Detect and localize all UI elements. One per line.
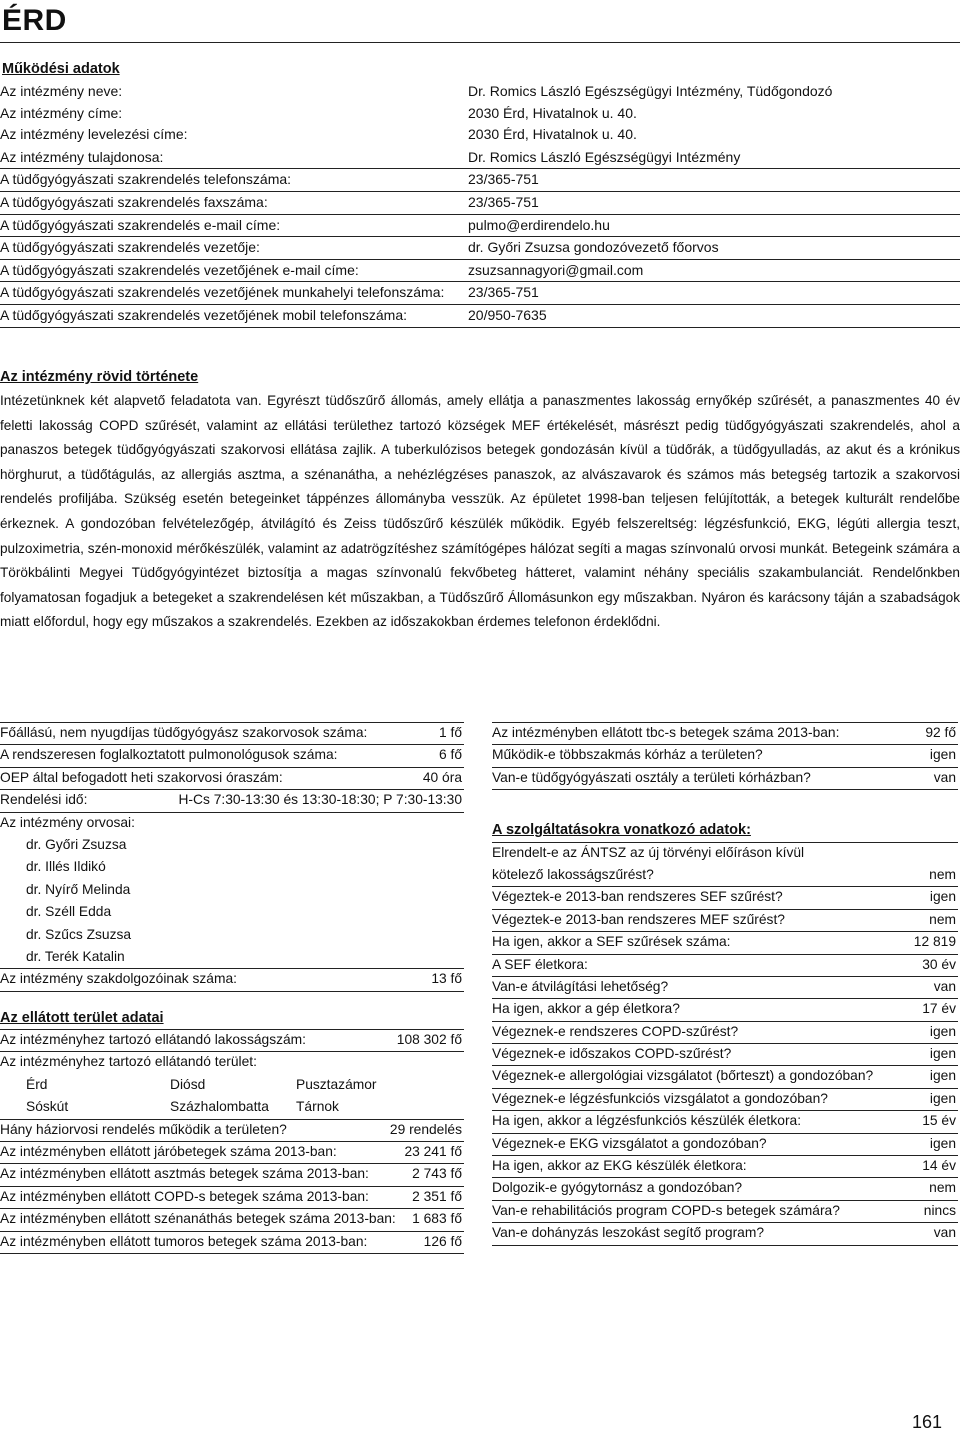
history-heading: Az intézmény rövid története xyxy=(0,369,199,385)
stat-row xyxy=(0,1187,464,1209)
history-section xyxy=(0,367,960,635)
ops-row xyxy=(0,305,960,328)
service-label: Van-e rehabilitációs program COPD-s betegek számára? xyxy=(492,1202,840,1218)
ops-value: Dr. Romics László Egészségügyi Intézmény, Tüdőgondozó xyxy=(468,83,833,99)
doctor-name: dr. Illés Ildikó xyxy=(26,859,106,875)
staff-row xyxy=(0,723,464,745)
service-row xyxy=(492,1134,958,1156)
stat-row xyxy=(0,1164,464,1186)
ops-value: 23/365-751 xyxy=(468,193,539,210)
service-row xyxy=(492,865,958,887)
service-label: Ha igen, akkor a SEF szűrések száma: xyxy=(492,934,731,950)
service-row xyxy=(492,887,958,909)
service-value: igen xyxy=(929,889,956,905)
service-label: A SEF életkora: xyxy=(492,956,588,972)
services-heading-row xyxy=(492,820,958,842)
ops-label: Az intézmény tulajdonosa: xyxy=(0,148,164,165)
doctors-row xyxy=(0,813,464,835)
stat-label: Az intézményben ellátott COPD-s betegek száma 2013-ban: xyxy=(0,1188,369,1204)
doctor-name: dr. Győri Zsuzsa xyxy=(26,836,127,852)
service-value: 17 év xyxy=(922,1001,956,1017)
service-label: Végeznek-e időszakos COPD-szűrést? xyxy=(492,1046,732,1062)
area-heading: Az ellátott terület adatai xyxy=(0,1009,164,1026)
service-value: van xyxy=(933,978,956,994)
service-label: kötelező lakosságszűrést? xyxy=(492,866,654,882)
workers-label: Az intézmény szakdolgozóinak száma: xyxy=(0,971,237,987)
ops-label: Az intézmény levelezési címe: xyxy=(0,126,188,143)
area-label: Az intézményhez tartozó ellátandó terület: xyxy=(0,1054,257,1070)
ops-label: A tüdőgyógyászati szakrendelés e-mail címe: xyxy=(0,216,281,233)
staff-value: 1 fő xyxy=(438,725,462,740)
service-row xyxy=(492,955,958,977)
town-name: Sóskút xyxy=(26,1099,69,1115)
ops-row xyxy=(0,147,960,170)
ops-value: 20/950-7635 xyxy=(468,306,547,323)
stat-row xyxy=(0,1142,464,1164)
towns-row xyxy=(0,1075,464,1097)
service-label: Van-e átvilágítási lehetőség? xyxy=(492,978,669,994)
ops-row xyxy=(0,192,960,215)
stat-label: Hány háziorvosi rendelés működik a területen? xyxy=(0,1121,287,1137)
stat-label: Az intézményben ellátott járóbetegek száma 2013-ban: xyxy=(0,1144,337,1160)
ops-row xyxy=(0,169,960,192)
service-value: igen xyxy=(929,1046,956,1062)
towns-row xyxy=(0,1097,464,1119)
service-value: nem xyxy=(929,1180,956,1196)
workers-row xyxy=(0,969,464,991)
service-row xyxy=(492,1111,958,1133)
left-column xyxy=(0,722,464,1254)
service-row xyxy=(492,1044,958,1066)
stat-value: 1 683 fő xyxy=(412,1211,462,1227)
stat-label: Az intézményben ellátott tumoros betegek száma 2013-ban: xyxy=(0,1233,368,1249)
doctor-name: dr. Széll Edda xyxy=(26,904,112,920)
service-row xyxy=(492,1089,958,1111)
population-row xyxy=(0,1030,464,1052)
service-row xyxy=(492,1178,958,1200)
page-number: 161 xyxy=(912,1412,943,1432)
workers-value: 13 fő xyxy=(431,971,462,987)
stat-row xyxy=(0,1209,464,1231)
doctor-item xyxy=(0,880,464,902)
population-label: Az intézményhez tartozó ellátandó lakosságszám: xyxy=(0,1032,306,1048)
ops-row xyxy=(0,124,960,147)
doctor-item xyxy=(0,835,464,857)
service-value: 15 év xyxy=(922,1113,956,1129)
info-value: van xyxy=(933,769,956,785)
ops-value: zsuzsannagyori@gmail.com xyxy=(468,261,644,278)
spacer xyxy=(492,790,958,820)
service-label: Ha igen, akkor az EKG készülék életkora: xyxy=(492,1158,747,1174)
spacer xyxy=(0,992,464,1008)
service-label: Ha igen, akkor a légzésfunkciós készülék életkora: xyxy=(492,1113,802,1129)
ops-value: 2030 Érd, Hivatalnok u. 40. xyxy=(468,104,637,121)
info-value: 92 fő xyxy=(925,725,956,740)
service-label: Ha igen, akkor a gép életkora? xyxy=(492,1001,680,1017)
area-label-row xyxy=(0,1052,464,1074)
area-heading-row xyxy=(0,1008,464,1030)
doctor-name: dr. Nyírő Melinda xyxy=(26,881,131,897)
ops-row xyxy=(0,237,960,260)
ops-value: dr. Győri Zsuzsa gondozóvezető főorvos xyxy=(468,239,719,256)
service-value: nincs xyxy=(923,1202,956,1218)
town-name: Diósd xyxy=(170,1076,206,1092)
service-value: 30 év xyxy=(922,956,956,972)
right-column xyxy=(492,722,958,1246)
staff-row xyxy=(0,745,464,767)
staff-value: H-Cs 7:30-13:30 és 13:30-18:30; P 7:30-13:30 xyxy=(178,792,462,808)
doctor-name: dr. Terék Katalin xyxy=(26,948,125,964)
ops-label: A tüdőgyógyászati szakrendelés faxszáma: xyxy=(0,193,268,210)
staff-value: 40 óra xyxy=(422,769,462,785)
service-value: igen xyxy=(929,1023,956,1039)
service-value: igen xyxy=(929,1135,956,1151)
service-label: Végeznek-e légzésfunkciós vizsgálatot a gondozóban? xyxy=(492,1090,828,1106)
doctor-item xyxy=(0,925,464,947)
stat-label: Az intézményben ellátott szénanáthás betegek száma 2013-ban: xyxy=(0,1211,396,1227)
history-text: Intézetünknek két alapvető feladatota van. Egyrészt tüdőszűrő állomás, amely ellátja a panaszmentes lakosság ernyőkép szűrését, a panaszmentes 40 év feletti lakosság COPD szűrését, valamint az ellátási területhez tartozó községek MEF értékelését, másrészt pedig tüdőgyógyászati szakrendelés, ahol a panaszos betegek tüdőgyógyászati szakorvosi ellátása zajlik. A tuberkulózisos betegek gondozásán kívül a tüdőrák, a tüdőgyulladás, az akut és a krónikus hörghurut, a tüdőtágulás, az allergiás asztma, a szénanátha, a nehézlégzéses panaszok, az alvászavarok és számos más betegség tartozik a szakorvosi rendelés profiljába. Szükség esetén betegeinket táppénzes állományba vesszük. Az épületet 1998-ban teljesen felújították, a betegek kulturált rendelőbe érkeznek. A gondozóban felvételezőgép, átvilágító és Zeiss tüdőszűrő készülék működik. Egyéb felszereltség: légzésfunkció, EKG, légúti allergia teszt, pulzoximetria, szén-monoxid mérőkészülék, valamint az adatrögzítéshez számítógépes hálózat segíti a magas színvonalú orvosi munkát. Betegeink számára a Törökbálinti Megyei Tüdőgyógyintézet biztosítja a magas színvonalú fekvőbeteg hátteret, valamint néhány speciális szakambulanciát. Rendelőnkben folyamatosan fogadjuk a betegeket a szakrendelésen két műszakban, a Tüdőszűrő Állomásunkon egy műszakban. Nyáron és karácsony táján a szabadságok miatt előfordul, hogy egy műszakos a szakrendelés. Ezekben az időszakokban érdemes telefonon érdeklődni. xyxy=(0,393,960,630)
service-first-line xyxy=(492,843,958,865)
service-value: nem xyxy=(929,866,956,882)
service-value: 14 év xyxy=(922,1158,956,1174)
ops-label: A tüdőgyógyászati szakrendelés vezetője: xyxy=(0,239,260,256)
stat-label: Az intézményben ellátott asztmás betegek száma 2013-ban: xyxy=(0,1166,369,1182)
doctor-name: dr. Szűcs Zsuzsa xyxy=(26,926,132,942)
staff-row xyxy=(0,790,464,812)
stat-value: 2 351 fő xyxy=(412,1188,462,1204)
page-title: ÉRD xyxy=(2,4,67,37)
info-label: Van-e tüdőgyógyászati osztály a területi kórházban? xyxy=(492,769,811,785)
population-value: 108 302 fő xyxy=(396,1032,462,1048)
service-label: Van-e dohányzás leszokást segítő program? xyxy=(492,1225,765,1241)
stat-row xyxy=(0,1120,464,1142)
ops-table xyxy=(0,81,960,328)
service-value: igen xyxy=(929,1068,956,1084)
stat-value: 126 fő xyxy=(423,1233,462,1249)
service-row xyxy=(492,999,958,1021)
doctors-label: Az intézmény orvosai: xyxy=(0,814,135,830)
service-row xyxy=(492,1201,958,1223)
ops-label: A tüdőgyógyászati szakrendelés telefonszáma: xyxy=(0,171,292,188)
staff-value: 6 fő xyxy=(438,747,462,763)
town-name: Érd xyxy=(26,1076,48,1092)
ops-row xyxy=(0,282,960,305)
service-value: van xyxy=(933,1225,956,1241)
town-name: Százhalombatta xyxy=(170,1099,269,1115)
ops-value: 23/365-751 xyxy=(468,284,539,301)
services-heading: A szolgáltatásokra vonatkozó adatok: xyxy=(492,822,751,839)
ops-row xyxy=(0,260,960,283)
info-row xyxy=(492,723,958,745)
town-name: Tárnok xyxy=(296,1099,339,1115)
doctor-item xyxy=(0,947,464,969)
service-row xyxy=(492,977,958,999)
info-row xyxy=(492,768,958,790)
doctor-item xyxy=(0,902,464,924)
stat-value: 2 743 fő xyxy=(412,1166,462,1182)
staff-label: A rendszeresen foglalkoztatott pulmonológusok száma: xyxy=(0,747,338,763)
service-row xyxy=(492,932,958,954)
doctor-item xyxy=(0,857,464,879)
stat-value: 29 rendelés xyxy=(389,1121,462,1137)
ops-value: 23/365-751 xyxy=(468,171,539,188)
service-row xyxy=(492,1066,958,1088)
ops-label: Az intézmény neve: xyxy=(0,83,123,99)
staff-row xyxy=(0,768,464,790)
service-row xyxy=(492,910,958,932)
ops-label: Az intézmény címe: xyxy=(0,104,123,121)
ops-row xyxy=(0,81,960,104)
town-name: Pusztazámor xyxy=(296,1076,377,1092)
service-row xyxy=(492,1223,958,1245)
staff-label: Főállású, nem nyugdíjas tüdőgyógyász szakorvosok száma: xyxy=(0,725,368,740)
service-label: Végeznek-e rendszeres COPD-szűrést? xyxy=(492,1023,739,1039)
service-row xyxy=(492,1156,958,1178)
service-value: 12 819 xyxy=(913,934,956,950)
service-first-label: Elrendelt-e az ÁNTSZ az új törvényi előíráson kívül xyxy=(492,844,805,860)
service-label: Végeznek-e allergológiai vizsgálatot (bőrteszt) a gondozóban? xyxy=(492,1068,874,1084)
service-label: Dolgozik-e gyógytornász a gondozóban? xyxy=(492,1180,743,1196)
info-label: Az intézményben ellátott tbc-s betegek száma 2013-ban: xyxy=(492,725,840,740)
service-value: igen xyxy=(929,1090,956,1106)
ops-label: A tüdőgyógyászati szakrendelés vezetőjének e-mail címe: xyxy=(0,261,359,278)
stat-value: 23 241 fő xyxy=(404,1144,462,1160)
staff-label: Rendelési idő: xyxy=(0,792,88,808)
ops-value: 2030 Érd, Hivatalnok u. 40. xyxy=(468,126,637,143)
ops-value: Dr. Romics László Egészségügyi Intézmény xyxy=(468,148,741,165)
ops-value: pulmo@erdirendelo.hu xyxy=(468,216,610,233)
service-row xyxy=(492,1022,958,1044)
info-label: Működik-e többszakmás kórház a területen? xyxy=(492,747,763,763)
title-divider xyxy=(0,42,960,43)
service-label: Végeznek-e EKG vizsgálatot a gondozóban? xyxy=(492,1135,767,1151)
service-value: nem xyxy=(929,911,956,927)
service-label: Végeztek-e 2013-ban rendszeres MEF szűrést? xyxy=(492,911,785,927)
info-value: igen xyxy=(929,747,956,763)
ops-row xyxy=(0,215,960,238)
stat-row xyxy=(0,1232,464,1254)
ops-row xyxy=(0,103,960,126)
ops-heading: Működési adatok xyxy=(2,61,120,77)
staff-label: OEP által befogadott heti szakorvosi óraszám: xyxy=(0,769,283,785)
info-row xyxy=(492,745,958,767)
service-label: Végeztek-e 2013-ban rendszeres SEF szűrést? xyxy=(492,889,783,905)
ops-label: A tüdőgyógyászati szakrendelés vezetőjének munkahelyi telefonszáma: xyxy=(0,284,445,301)
ops-label: A tüdőgyógyászati szakrendelés vezetőjének mobil telefonszáma: xyxy=(0,306,408,323)
